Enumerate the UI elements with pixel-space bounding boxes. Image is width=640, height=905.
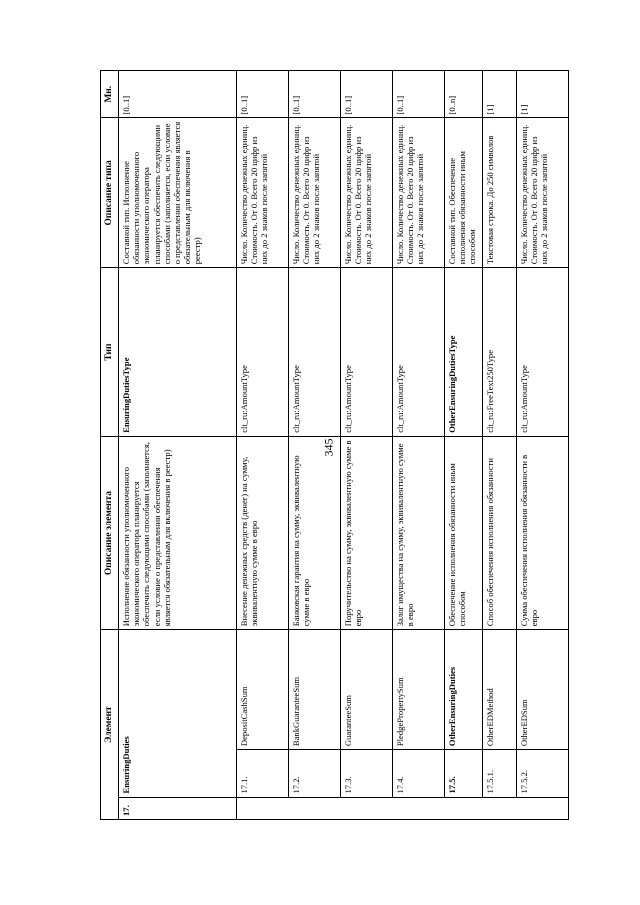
row-type: clt_ru:FreeText250Type bbox=[483, 268, 517, 437]
header-row bbox=[101, 71, 119, 820]
row-mn: [0..1] bbox=[119, 71, 237, 118]
header-type-desc: Описание типа bbox=[101, 118, 119, 268]
row-number: 17.3. bbox=[341, 750, 393, 797]
table-row bbox=[393, 71, 445, 820]
row-element: BankGuaranteeSum bbox=[289, 630, 341, 750]
table-row bbox=[445, 71, 483, 820]
row-element: EnsuringDuties bbox=[119, 630, 237, 797]
row-element-desc: Сумма обеспечения исполнения обязанности в евро bbox=[517, 436, 569, 629]
row-type: clt_ru:AmountType bbox=[393, 268, 445, 437]
header-element: Элемент bbox=[101, 630, 119, 820]
row-type-desc: Число. Количество денежных единиц. Стоимость. От 0. Всего 20 цифр из них до 2 знаков после запятой bbox=[289, 118, 341, 268]
row-spacer bbox=[237, 797, 289, 819]
row-element: PledgePropertySum bbox=[393, 630, 445, 750]
row-mn: [1] bbox=[517, 71, 569, 118]
page-number: 345 bbox=[321, 438, 336, 457]
header-element-desc: Описание элемента bbox=[101, 436, 119, 629]
row-number: 17.1. bbox=[237, 750, 289, 797]
row-mn: [0..1] bbox=[289, 71, 341, 118]
row-type: clt_ru:AmountType bbox=[289, 268, 341, 437]
row-element-desc: Залог имущества на сумму, эквивалентную сумме в евро bbox=[393, 436, 445, 629]
row-mn: [0..1] bbox=[393, 71, 445, 118]
row-spacer bbox=[483, 797, 517, 819]
row-spacer bbox=[289, 797, 341, 819]
table-row bbox=[517, 71, 569, 820]
header-type: Тип bbox=[101, 268, 119, 437]
row-type: EnsuringDutiesType bbox=[119, 268, 237, 437]
row-type-desc: Текстовая строка. До 250 символов bbox=[483, 118, 517, 268]
row-element: OtherEDSum bbox=[517, 630, 569, 750]
row-type-desc: Число. Количество денежных единиц. Стоимость. От 0. Всего 20 цифр из них до 2 знаков после запятой bbox=[237, 118, 289, 268]
elements-table bbox=[100, 70, 569, 820]
row-element-desc: Внесение денежных средств (денег) на сумму, эквивалентную сумме в евро bbox=[237, 436, 289, 629]
row-spacer bbox=[445, 797, 483, 819]
row-number: 17. bbox=[119, 797, 237, 819]
row-subnumber: 17.5.1. bbox=[483, 750, 517, 797]
row-number: 17.2. bbox=[289, 750, 341, 797]
row-element-desc: Поручительство на сумму, эквивалентную сумме в евро bbox=[341, 436, 393, 629]
row-type: clt_ru:AmountType bbox=[517, 268, 569, 437]
header-mn: Мн. bbox=[101, 71, 119, 118]
row-element-desc: Банковская гарантия на сумму, эквивалентную сумме в евро bbox=[289, 436, 341, 629]
row-element-desc: Исполнение обязанности уполномоченного экономического оператора планируется обеспечить следующими способами (заполняется, если условие о представлении обеспечения является обязательным для включения в реестр) bbox=[119, 436, 237, 629]
table-row bbox=[237, 71, 289, 820]
table-row bbox=[341, 71, 393, 820]
row-mn: [0..1] bbox=[341, 71, 393, 118]
row-mn: [0..1] bbox=[237, 71, 289, 118]
row-type: clt_ru:AmountType bbox=[237, 268, 289, 437]
row-spacer bbox=[393, 797, 445, 819]
row-element: DepositCashSum bbox=[237, 630, 289, 750]
table-row bbox=[289, 71, 341, 820]
row-subnumber: 17.5.2. bbox=[517, 750, 569, 797]
row-element: OtherEDMethod bbox=[483, 630, 517, 750]
row-type-desc: Число. Количество денежных единиц. Стоимость. От 0. Всего 20 цифр из них до 2 знаков после запятой bbox=[517, 118, 569, 268]
row-element-desc: Способ обеспечения исполнения обязанности bbox=[483, 436, 517, 629]
row-spacer bbox=[341, 797, 393, 819]
row-mn: [0..n] bbox=[445, 71, 483, 118]
row-spacer bbox=[517, 797, 569, 819]
row-type-desc: Число. Количество денежных единиц. Стоимость. От 0. Всего 20 цифр из них до 2 знаков после запятой bbox=[393, 118, 445, 268]
row-type-desc: Составной тип. Обеспечение исполнения обязанности иным способом bbox=[445, 118, 483, 268]
row-element-desc: Обеспечение исполнения обязанности иным способом bbox=[445, 436, 483, 629]
row-element: GuaranteeSum bbox=[341, 630, 393, 750]
row-number: 17.4. bbox=[393, 750, 445, 797]
row-number: 17.5. bbox=[445, 750, 483, 797]
row-element: OtherEnsuringDuties bbox=[445, 630, 483, 750]
table-row bbox=[119, 71, 237, 820]
row-type: OtherEnsuringDutiesType bbox=[445, 268, 483, 437]
rotated-table-container bbox=[100, 70, 550, 820]
row-type: clt_ru:AmountType bbox=[341, 268, 393, 437]
row-type-desc: Число. Количество денежных единиц. Стоимость. От 0. Всего 20 цифр из них до 2 знаков после запятой bbox=[341, 118, 393, 268]
row-type-desc: Составной тип. Исполнение обязанности уполномоченного экономического оператора планируется обеспечить следующими способами (заполняется, если условие о представлении обеспечения является обязательным для включения в реестр) bbox=[119, 118, 237, 268]
table-row bbox=[483, 71, 517, 820]
row-mn: [1] bbox=[483, 71, 517, 118]
